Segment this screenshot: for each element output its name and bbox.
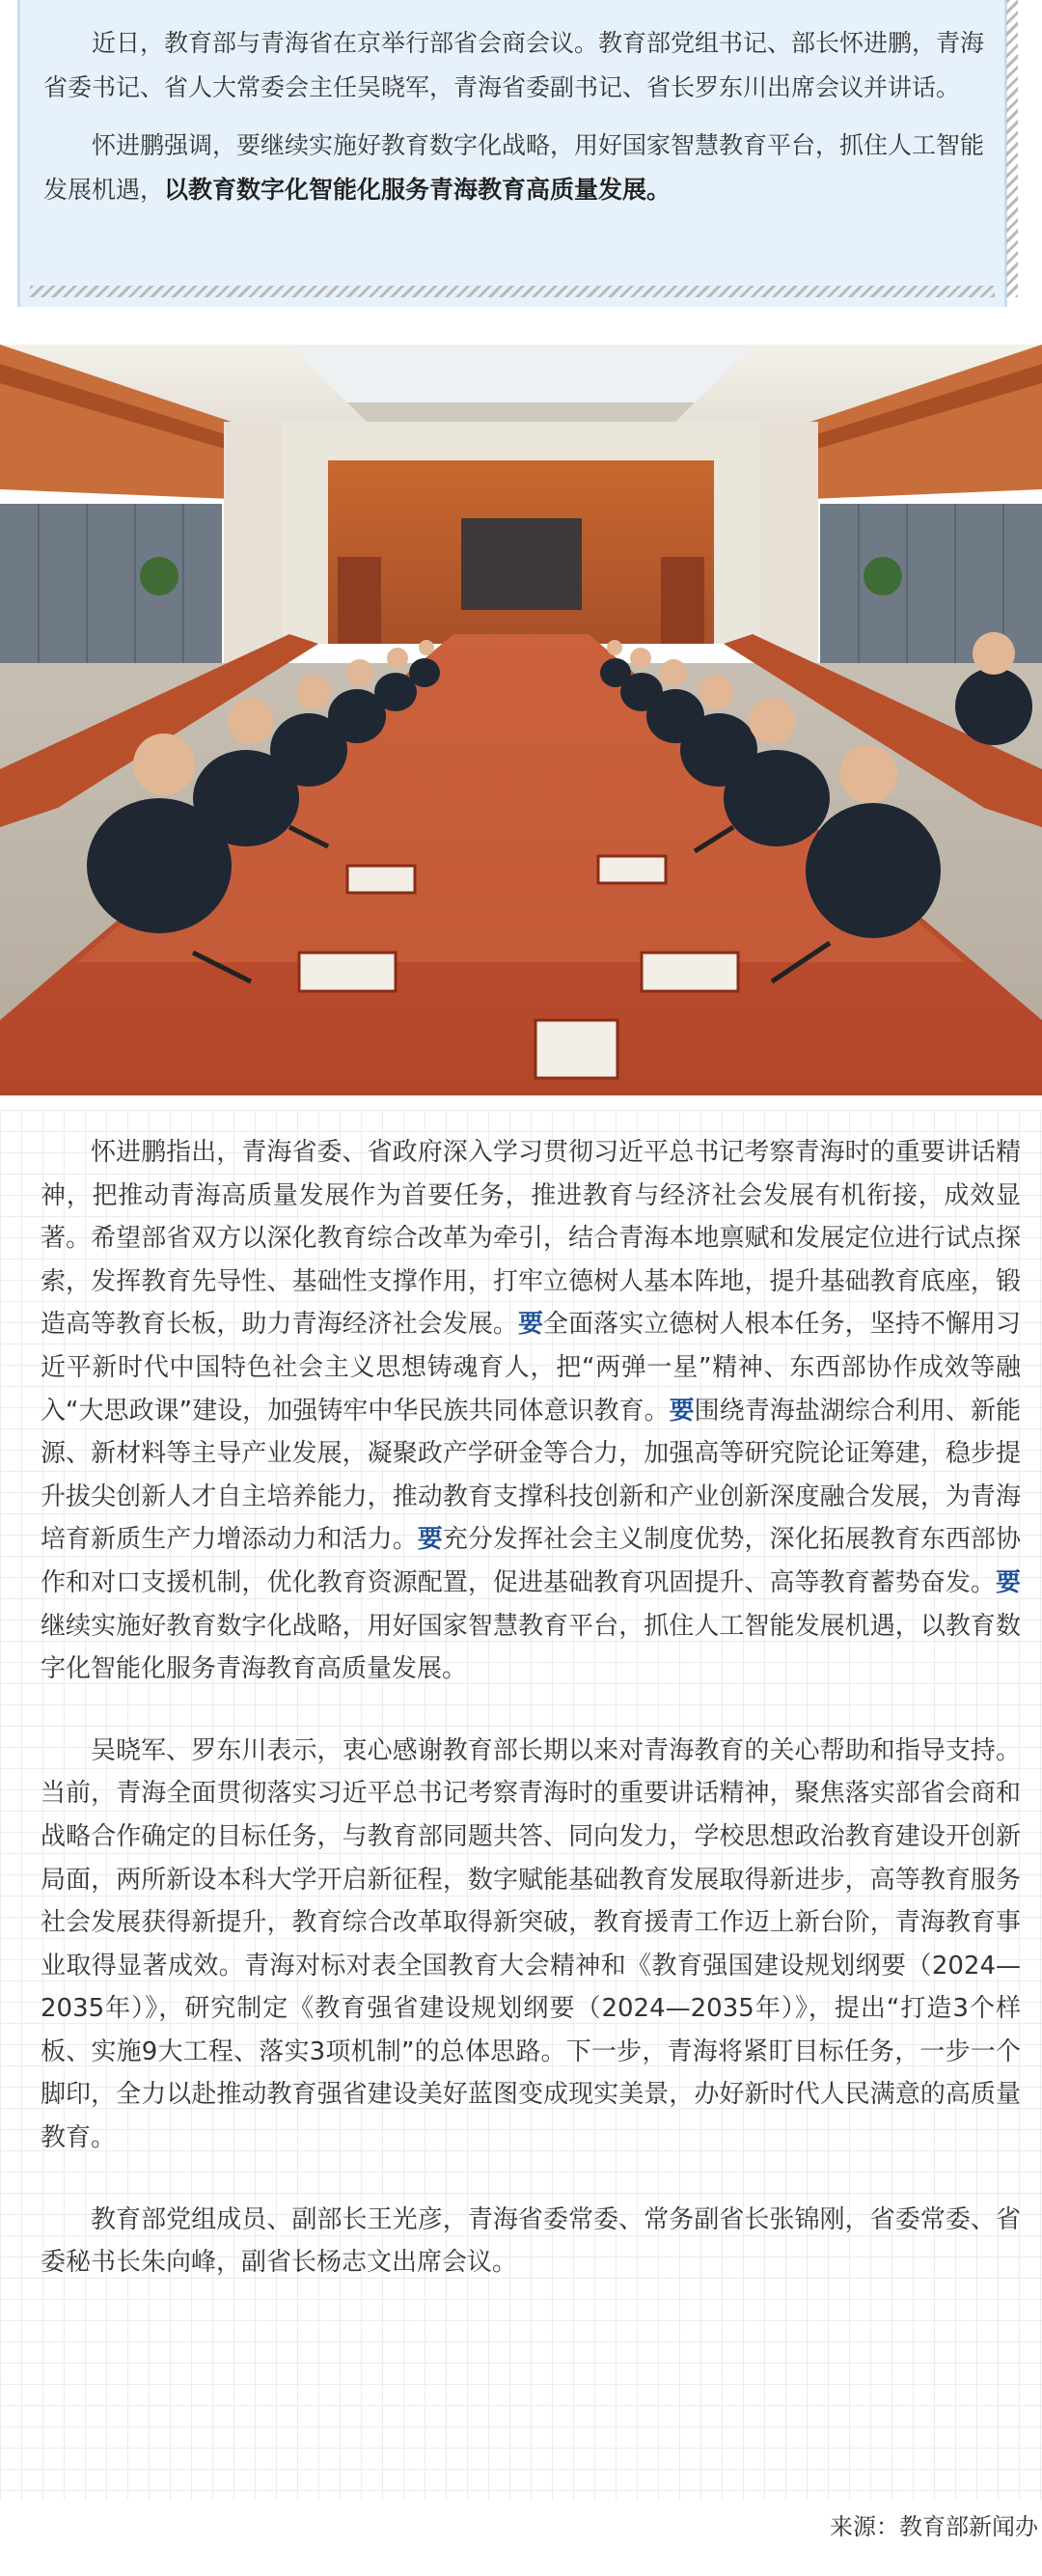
summary-plain-text: 怀进鹏强调，要继续实施好教育数字化战略，用好国家智慧教育平台，抓住人工智能发展机遇， (43, 131, 985, 204)
article-text-segment: 怀进鹏指出，青海省委、省政府深入学习贯彻习近平总书记考察青海时的重要讲话精神，把推动青海高质量发展作为首要任务，推进教育与经济社会发展有机衔接，成效显著。希望部省双方以深化教育综合改革为牵引，结合青海本地禀赋和发展定位进行试点探索，发挥教育先导性、基础性支撑作用，打牢立德树人基本阵地，提升基础教育底座，锻造高等教育长板，助力青海经济社会发展。 (41, 1138, 1021, 1340)
article-paragraph (41, 1131, 1021, 1691)
meeting-photo (0, 345, 1042, 1095)
article-text-segment: 围绕青海盐湖综合利用、新能源、新材料等主导产业发展，凝聚政产学研金等合力，加强高等研究院论证筹建，稳步提升拔尖创新人才自主培养能力，推动教育支撑科技创新和产业创新深度融合发展，为青海培育新质生产力增添动力和活力。 (41, 1396, 1021, 1555)
article-text-segment: 全面落实立德树人根本任务，坚持不懈用习近平新时代中国特色社会主义思想铸魂育人，把“两弹一星”精神、东西部协作成效等融入“大思政课”建设，加强铸牢中华民族共同体意识教育。 (41, 1310, 1021, 1426)
summary-text (43, 21, 989, 226)
hatch-side (1006, 0, 1018, 297)
article-paragraph: 教育部党组成员、副部长王光彦，青海省委常委、常务副省长张锦刚，省委常委、省委秘书长朱向峰，副省长杨志文出席会议。 (41, 2204, 1021, 2278)
article-paragraph: 吴晓军、罗东川表示，衷心感谢教育部长期以来对青海教育的关心帮助和指导支持。当前，青海全面贯彻落实习近平总书记考察青海时的重要讲话精神，聚焦落实部省会商和战略合作确定的目标任务，与教育部同题共答、同向发力，学校思想政治教育建设开创新局面，两所新设本科大学开启新征程，数字赋能基础教育发展取得新进步，高等教育服务社会发展获得新提升，教育综合改革取得新突破，教育援青工作迈上新台阶，青海教育事业取得显著成效。青海对标对表全国教育大会精神和《教育强国建设规划纲要（2024—2035年）》，研究制定《教育强省建设规划纲要（2024—2035年）》，提出“打造3个样板、实施9大工程、落实3项机制”的总体思路。下一步，青海将紧盯目标任务，一步一个脚印，全力以赴推动教育强省建设美好蓝图变成现实美景，办好新时代人民满意的高质量教育。 (41, 1735, 1021, 2153)
summary-bold-text: 以教育数字化智能化服务青海教育高质量发展。 (164, 176, 672, 204)
summary-paragraph (43, 124, 989, 212)
article-text (41, 1131, 1021, 2323)
article-text-segment: 继续实施好教育数字化战略，用好国家智慧教育平台，抓住人工智能发展机遇，以教育数字化智能化服务青海教育高质量发展。 (41, 1611, 1021, 1684)
hatch-divider (30, 286, 995, 297)
keyword-highlight: 要 (669, 1396, 695, 1426)
meeting-photo-illustration (0, 345, 1042, 1095)
summary-paragraph: 近日，教育部与青海省在京举行部省会商会议。教育部党组书记、部长怀进鹏，青海省委书记、省人大常委会主任吴晓军，青海省委副书记、省长罗东川出席会议并讲话。 (43, 29, 985, 101)
keyword-highlight: 要 (517, 1310, 544, 1340)
summary-box (17, 0, 1007, 307)
article-text-segment: 充分发挥社会主义制度优势，深化拓展教育东西部协作和对口支援机制，优化教育资源配置，促进基础教育巩固提升、高等教育蓄势奋发。 (41, 1525, 1021, 1597)
article-body (0, 1110, 1042, 2500)
keyword-highlight: 要 (995, 1567, 1021, 1597)
source-credit: 来源：教育部新闻办 (830, 2513, 1038, 2540)
keyword-highlight: 要 (417, 1525, 443, 1555)
